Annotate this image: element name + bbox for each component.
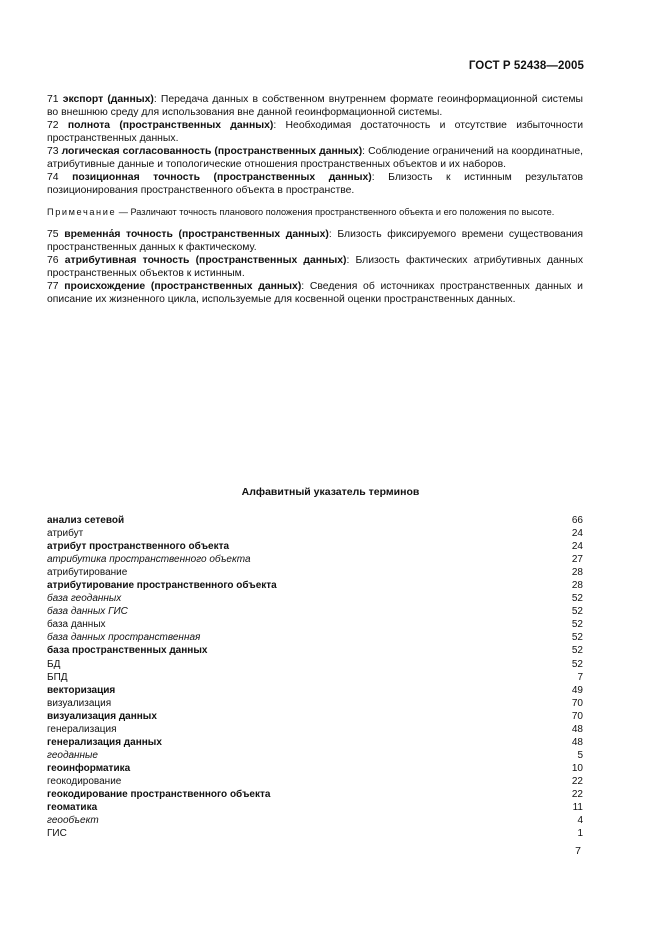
- index-entry: [47, 788, 583, 801]
- index-entry: [47, 631, 583, 644]
- definition-text: : Сведения об источниках пространственных данных и описание их жизненного цикла, используемые для косвенной оценки пространственных данных.: [47, 280, 583, 305]
- index-entry: [47, 827, 583, 840]
- index-term: геоданные: [47, 749, 98, 761]
- definition-number: 73: [47, 146, 59, 157]
- index-entry: [47, 710, 583, 723]
- index-page: 28: [571, 580, 583, 592]
- definition-75: [47, 228, 583, 254]
- index-page: 7: [577, 671, 583, 683]
- index-page: 70: [571, 710, 583, 722]
- definition-76: [47, 254, 583, 280]
- index-term: геоинформатика: [47, 762, 131, 774]
- definition-number: 72: [47, 120, 59, 131]
- definition-number: 74: [47, 172, 59, 183]
- definitions-section: [47, 93, 583, 306]
- index-entry: [47, 697, 583, 710]
- index-entry: [47, 775, 583, 788]
- index-entry: [47, 618, 583, 631]
- index-term: база данных ГИС: [47, 606, 128, 618]
- index-page: 48: [571, 736, 583, 748]
- standard-header: ГОСТ Р 52438—2005: [468, 60, 584, 72]
- index-term: геокодирование пространственного объекта: [47, 788, 271, 800]
- definition-text: : Необходимая достаточность и отсутствие избыточности пространственных данных.: [47, 120, 583, 144]
- index-entry: [47, 553, 583, 566]
- definition-term: полнота (пространственных данных): [67, 120, 274, 131]
- index-term: ГИС: [47, 828, 67, 840]
- index-entry: [47, 527, 583, 540]
- index-page: 11: [572, 802, 583, 814]
- index-entry: [47, 736, 583, 749]
- note-text: — Различают точность планового положения пространственного объекта и его положения по высоте.: [116, 207, 555, 217]
- definition-72: [47, 119, 583, 145]
- index-entry: [47, 762, 583, 775]
- index-entry: [47, 579, 583, 592]
- index-term: БД: [47, 658, 61, 670]
- index-term: атрибутирование пространственного объекта: [47, 580, 277, 592]
- definition-term: экспорт (данных): [62, 94, 154, 105]
- index-entry: [47, 592, 583, 605]
- index-page: 10: [571, 762, 583, 774]
- index-page: 52: [571, 632, 583, 644]
- index-page: 1: [577, 828, 583, 840]
- index-page: 52: [571, 593, 583, 605]
- note: [47, 206, 583, 219]
- index-page: 70: [571, 697, 583, 709]
- index-term: атрибутирование: [47, 567, 128, 579]
- index-term: атрибут пространственного объекта: [47, 541, 230, 553]
- index-term: геоматика: [47, 802, 98, 814]
- definition-term: временна́я точность (пространственных данных): [64, 228, 329, 240]
- definition-71: [47, 93, 583, 119]
- definition-text: : Близость фактических атрибутивных данных пространственных объектов к истинным.: [47, 254, 584, 279]
- definition-term: атрибутивная точность (пространственных данных): [64, 254, 347, 266]
- index-term: база данных: [47, 619, 106, 631]
- index-entry: [47, 514, 583, 527]
- index-term: геокодирование: [47, 775, 122, 787]
- index-page: 22: [571, 788, 583, 800]
- index-page: 66: [571, 515, 583, 526]
- index-entry: [47, 801, 583, 814]
- index-page: 49: [571, 684, 583, 696]
- index-entry: [47, 814, 583, 827]
- index-entry: [47, 723, 583, 736]
- index-term: база геоданных: [47, 593, 122, 605]
- index-entry: [47, 749, 583, 762]
- index-page: 28: [571, 567, 583, 579]
- index-entry: [47, 566, 583, 579]
- note-label: Примечание: [47, 207, 117, 217]
- index-term: база пространственных данных: [47, 645, 208, 657]
- index-entry: [47, 540, 583, 553]
- definition-number: 76: [47, 254, 59, 266]
- index-term: атрибутика пространственного объекта: [47, 554, 251, 566]
- index-page: 48: [571, 723, 583, 735]
- definition-number: 77: [47, 280, 59, 292]
- index-entry: [47, 644, 583, 657]
- definition-term: происхождение (пространственных данных): [64, 280, 302, 292]
- index-term: визуализация: [47, 697, 112, 709]
- definition-74: [47, 171, 583, 197]
- index-term: визуализация данных: [47, 710, 157, 722]
- index-entry: [47, 671, 583, 684]
- index-title: Алфавитный указатель терминов: [241, 486, 420, 498]
- index-page: 52: [571, 606, 583, 618]
- index-term: атрибут: [47, 528, 84, 540]
- definition-term: позиционная точность (пространственных данных): [72, 172, 372, 183]
- index-page: 24: [571, 541, 583, 553]
- index-term: геообъект: [47, 815, 99, 827]
- definition-text: : Передача данных в собственном внутреннем формате геоинформационной системы во внешнюю среду для использования вне данной геоинформационной системы.: [47, 94, 584, 118]
- index-term: БПД: [47, 671, 68, 683]
- index-entry: [47, 684, 583, 697]
- index-page: 24: [571, 528, 583, 540]
- index-page: 52: [571, 658, 583, 670]
- definition-text: : Близость фиксируемого времени существования пространственных данных к фактическому.: [47, 228, 583, 253]
- index-page: 5: [577, 749, 583, 761]
- definition-number: 71: [47, 94, 59, 105]
- index-entry: [47, 658, 583, 671]
- index-page: 22: [571, 775, 583, 787]
- index-term: база данных пространственная: [47, 632, 201, 644]
- index-page: 27: [571, 554, 583, 566]
- page-number: 7: [575, 845, 581, 857]
- definition-77: [47, 280, 583, 306]
- index-page: 52: [571, 619, 583, 631]
- definition-number: 75: [47, 228, 59, 240]
- index-term: генерализация: [47, 723, 117, 735]
- index-page: 52: [571, 645, 583, 657]
- definition-text: : Соблюдение ограничений на координатные, атрибутивные данные и топологические отношения пространственных объектов и их наборов.: [47, 146, 583, 170]
- index-list: [47, 514, 583, 840]
- definition-text: : Близость к истинным результатов позиционирования пространственного объекта в пространстве.: [47, 172, 584, 196]
- definition-term: логическая согласованность (пространственных данных): [61, 146, 363, 157]
- index-term: генерализация данных: [47, 736, 162, 748]
- index-term: векторизация: [47, 684, 116, 696]
- index-entry: [47, 605, 583, 618]
- index-page: 4: [577, 815, 583, 827]
- index-term: анализ сетевой: [47, 515, 125, 526]
- definition-73: [47, 145, 583, 171]
